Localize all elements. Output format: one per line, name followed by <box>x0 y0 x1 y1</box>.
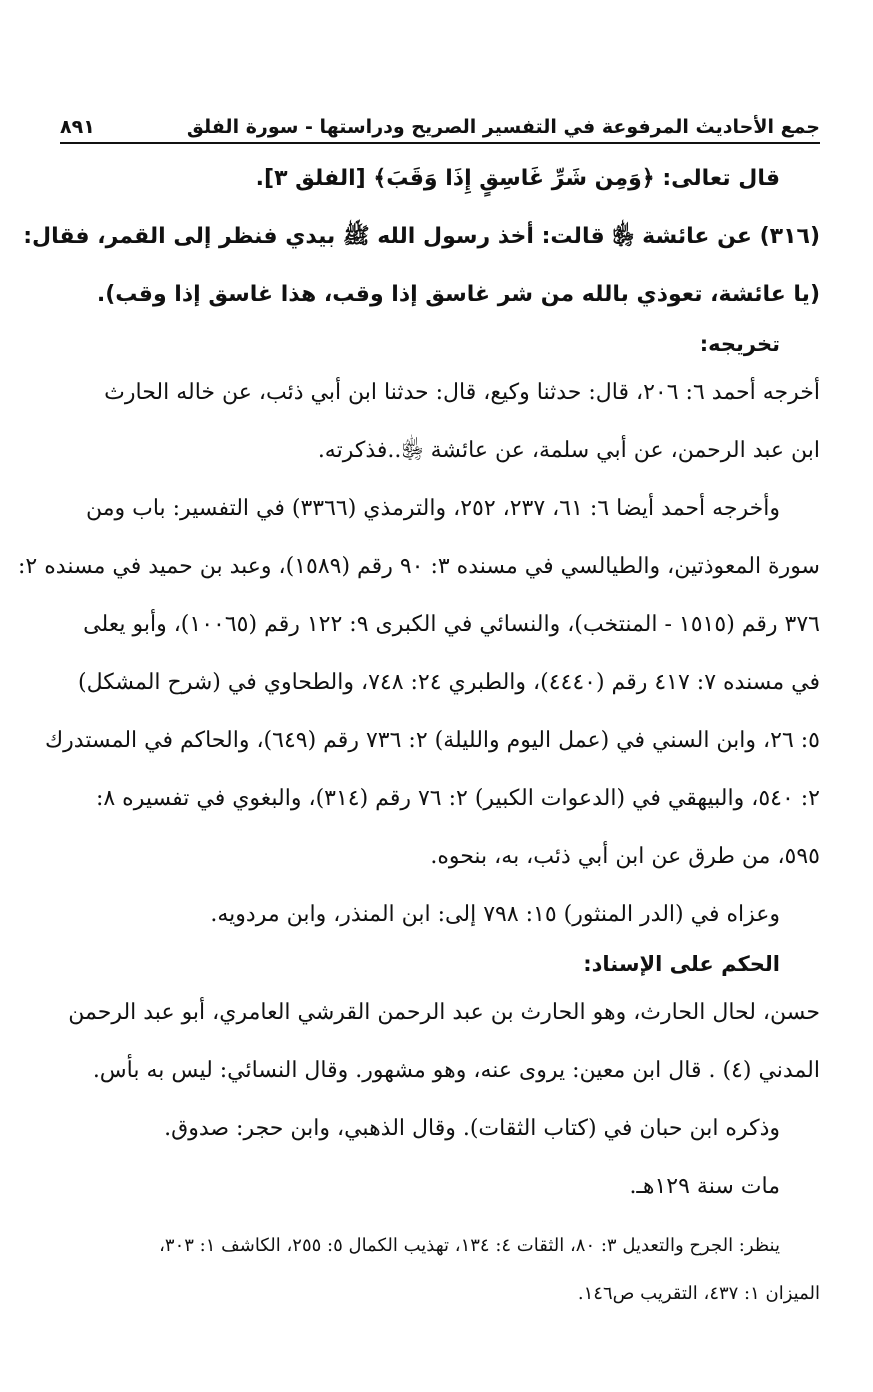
running-title: جمع الأحاديث المرفوعة في التفسير الصريح ودراستها - سورة الفلق <box>186 116 820 138</box>
footnote-line: الميزان ١: ٤٣٧، التقريب ص١٤٦. <box>577 1283 820 1304</box>
text-line: في مسنده ٧: ٤١٧ رقم (٤٤٤٠)، والطبري ٢٤: ٧٤٨، والطحاوي في (شرح المشكل) <box>77 670 820 695</box>
text-line: المدني (٤) . قال ابن معين: يروى عنه، وهو مشهور. وقال النسائي: ليس به بأس. <box>92 1058 820 1083</box>
text-line: وأخرجه أحمد أيضا ٦: ٦١، ٢٣٧، ٢٥٢، والترمذي (٣٣٦٦) في التفسير: باب ومن <box>85 496 780 521</box>
text-line: ٢: ٥٤٠، والبيهقي في (الدعوات الكبير) ٢: ٧٦ رقم (٣١٤)، والبغوي في تفسيره ٨: <box>95 786 820 811</box>
page-number: ٨٩١ <box>60 116 95 138</box>
verse-line: قال تعالى: ﴿وَمِن شَرِّ غَاسِقٍ إِذَا وَقَبَ﴾ [الفلق ٣]. <box>255 166 780 191</box>
text-line: سورة المعوذتين، والطيالسي في مسنده ٣: ٩٠ رقم (١٥٨٩)، وعبد بن حميد في مسنده ٢: <box>18 554 820 579</box>
header-divider <box>60 142 820 144</box>
text-line: ٥: ٢٦، وابن السني في (عمل اليوم والليلة) ٢: ٧٣٦ رقم (٦٤٩)، والحاكم في المستدرك <box>45 728 820 753</box>
text-line: أخرجه أحمد ٦: ٢٠٦، قال: حدثنا وكيع، قال: حدثنا ابن أبي ذئب، عن خاله الحارث <box>104 380 820 405</box>
page-body <box>18 150 820 1318</box>
text-line: وعزاه في (الدر المنثور) ١٥: ٧٩٨ إلى: ابن المنذر، وابن مردويه. <box>210 902 780 927</box>
text-line: حسن، لحال الحارث، وهو الحارث بن عبد الرحمن القرشي العامري، أبو عبد الرحمن <box>68 1000 820 1025</box>
footnote-line: ينظر: الجرح والتعديل ٣: ٨٠، الثقات ٤: ١٣٤، تهذيب الكمال ٥: ٢٥٥، الكاشف ١: ٣٠٣، <box>159 1235 780 1256</box>
text-line: ٣٧٦ رقم (١٥١٥ - المنتخب)، والنسائي في الكبرى ٩: ١٢٢ رقم (١٠٠٦٥)، وأبو يعلى <box>83 612 820 637</box>
hukm-heading: الحكم على الإسناد: <box>583 952 780 976</box>
text-line: وذكره ابن حبان في (كتاب الثقات). وقال الذهبي، وابن حجر: صدوق. <box>164 1116 780 1141</box>
takhrij-heading: تخريجه: <box>699 332 780 356</box>
page-header <box>60 108 820 138</box>
hadith-line: (يا عائشة، تعوذي بالله من شر غاسق إذا وقب، هذا غاسق إذا وقب). <box>96 282 820 307</box>
text-line: ابن عبد الرحمن، عن أبي سلمة، عن عائشة ﵂..فذكرته. <box>317 438 820 463</box>
hadith-line: (٣١٦) عن عائشة ﵂ قالت: أخذ رسول الله ﷺ بيدي فنظر إلى القمر، فقال: <box>23 224 820 249</box>
text-line: ٥٩٥، من طرق عن ابن أبي ذئب، به، بنحوه. <box>430 844 820 869</box>
text-line: مات سنة ١٢٩هـ. <box>629 1174 780 1199</box>
